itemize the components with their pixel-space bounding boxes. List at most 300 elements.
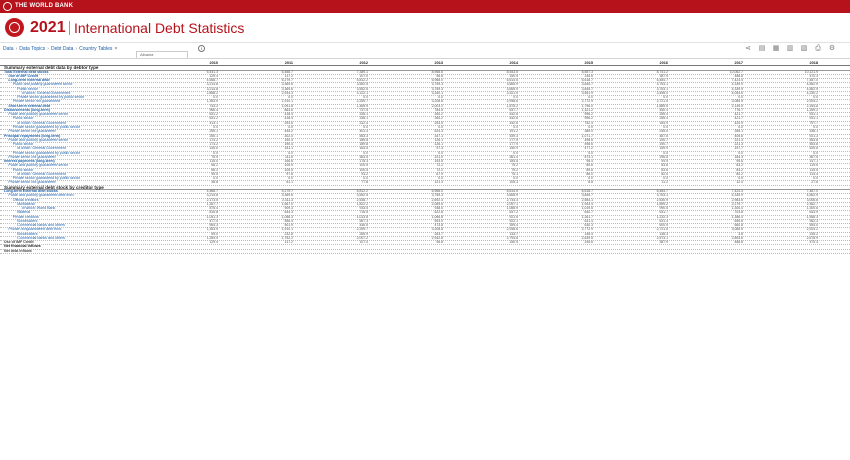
table-cell: 3,763.1 — [656, 193, 668, 198]
table-cell: 361.4 — [509, 154, 518, 159]
table-cell: 3,369.6 — [281, 82, 293, 87]
excel-download-icon[interactable]: ▦ — [772, 44, 780, 52]
table-cell: 418.4 — [284, 116, 293, 121]
table-cell: 6,488.7 — [281, 69, 293, 74]
row-label: Summary external debt data by debtor type — [4, 65, 99, 71]
table-cell: 10,062.7 — [729, 69, 743, 74]
table-cell: 631.4 — [659, 218, 668, 223]
table-cell: 0.0 — [738, 176, 743, 181]
table-cell: 163.5 — [359, 146, 368, 151]
table-cell: 66.2 — [211, 163, 218, 168]
table-cell: 83.6 — [661, 167, 668, 172]
table-cell: 190.7 — [659, 137, 668, 142]
table-cell: 150.9 — [509, 240, 518, 245]
table-cell: 2,530.9 — [656, 197, 668, 202]
table-cell: 5,812.2 — [356, 78, 368, 83]
table-cell: 10,121.9 — [804, 69, 818, 74]
table-cell: 2,173.5 — [206, 197, 218, 202]
row-label: Private sector guaranteed by public sector — [17, 95, 85, 100]
table-cell: 413.1 — [209, 120, 218, 125]
table-cell: 96.8 — [436, 73, 443, 78]
table-cell: 129.4 — [209, 240, 218, 245]
table-cell: 96.8 — [436, 240, 443, 245]
pdf-download-icon[interactable]: ▧ — [800, 44, 808, 52]
column-header-year[interactable]: 2014 — [509, 61, 518, 65]
table-cell: 556.4 — [284, 218, 293, 223]
table-cell: 0.0 — [438, 150, 443, 155]
table-cell: 61.1 — [286, 180, 293, 185]
table-cell: 105.3 — [509, 180, 518, 185]
table-cell: 8,557.3 — [581, 69, 593, 74]
table-cell: 184.3 — [734, 154, 743, 159]
table-cell: 3,552.5 — [356, 86, 368, 91]
table-cell: 3,763.1 — [656, 82, 668, 87]
table-cell: 6,968.0 — [431, 188, 443, 193]
page-title: International Debt Statistics — [74, 20, 245, 36]
table-cell: 1,353.9 — [206, 227, 218, 232]
table-cell: 1,875.2 — [506, 103, 518, 108]
table-cell: 2,362.7 — [806, 201, 818, 206]
table-cell: 539.3 — [509, 133, 518, 138]
breadcrumb-debt-data[interactable]: Debt Data — [50, 46, 74, 52]
table-cell: 1,066.8 — [431, 214, 443, 219]
table-cell: 7,389.1 — [356, 69, 368, 74]
table-cell: 1,058.3 — [281, 214, 293, 219]
chevron-right-icon: › — [15, 46, 18, 52]
table-cell: 363.5 — [359, 154, 368, 159]
table-cell: 4,054.6 — [731, 90, 743, 95]
table-cell: 0.0 — [813, 124, 818, 129]
table-cell: 487.5 — [659, 133, 668, 138]
breadcrumb — [3, 45, 117, 54]
table-cell: 442.6 — [509, 116, 518, 121]
table-cell: 86.0 — [586, 171, 593, 176]
table-cell: 2,942.8 — [431, 235, 443, 240]
edition-year: 2021 — [30, 19, 66, 36]
table-cell: 72.2 — [436, 163, 443, 168]
table-cell: 245.6 — [584, 240, 593, 245]
table-cell: 1,899.2 — [656, 201, 668, 206]
table-cell: 863.6 — [284, 107, 293, 112]
table-cell: 593.0 — [434, 218, 443, 223]
table-cell: 94.9 — [661, 159, 668, 164]
column-header-year[interactable]: 2015 — [584, 61, 593, 65]
table-cell: 83.2 — [736, 167, 743, 172]
table-cell: 1,910.1 — [281, 99, 293, 104]
table-cell: 2,744.3 — [506, 197, 518, 202]
table-cell: 107.0 — [359, 240, 368, 245]
table-cell: 0.0 — [738, 95, 743, 100]
toolbar — [744, 44, 836, 54]
settings-icon[interactable]: ⚙ — [828, 44, 836, 52]
table-cell: 0.0 — [588, 150, 593, 155]
column-header-year[interactable]: 2011 — [284, 61, 293, 65]
table-cell: 4,339.9 — [731, 86, 743, 91]
table-cell: 644.3 — [284, 210, 293, 215]
table-cell: 174.2 — [209, 142, 218, 147]
breadcrumb-data[interactable]: Data — [3, 46, 14, 52]
table-cell: 387.9 — [659, 73, 668, 78]
table-cell: 302.0 — [284, 133, 293, 138]
table-cell: 67.9 — [436, 171, 443, 176]
table-cell: 5,812.2 — [356, 188, 368, 193]
column-header-year[interactable]: 2013 — [434, 61, 443, 65]
table-cell: 150.9 — [509, 73, 518, 78]
table-cell: 931.1 — [809, 112, 818, 117]
row-label: Public and publicly guaranteed sector — [8, 112, 69, 117]
table-cell: 232.8 — [284, 231, 293, 236]
table-cell: 0.0 — [288, 150, 293, 155]
table-cell: 473.8 — [434, 223, 443, 228]
table-cell: 8,741.2 — [656, 69, 668, 74]
table-cell: 72.2 — [436, 167, 443, 172]
table-cell: 178.3 — [359, 159, 368, 164]
table-cell: 245.6 — [584, 73, 593, 78]
table-cell: 296.8 — [659, 154, 668, 159]
table-cell: 399.4 — [509, 223, 518, 228]
table-cell: 3,665.9 — [506, 82, 518, 87]
table-cell: 338.1 — [809, 129, 818, 134]
table-cell: 2,259.7 — [356, 99, 368, 104]
table-cell: 1,284.9 — [206, 235, 218, 240]
table-cell: 0.0 — [438, 95, 443, 100]
table-cell: 815.8 — [209, 210, 218, 215]
table-cell: 145.6 — [209, 146, 218, 151]
table-cell: 909.3 — [284, 206, 293, 211]
table-cell: 2,948.6 — [506, 99, 518, 104]
table-cell: 133.7 — [509, 231, 518, 236]
table-cell: 3,085.5 — [731, 227, 743, 232]
table-cell: 184.9 — [659, 120, 668, 125]
row-label: of which: General Government — [21, 90, 71, 95]
table-cell: 129.4 — [209, 73, 218, 78]
table-cell: 83.6 — [661, 163, 668, 168]
table-cell: 938.0 — [434, 206, 443, 211]
row-label: Private creditors — [12, 214, 39, 219]
table-cell: 553.3 — [359, 133, 368, 138]
table-cell: 990.5 — [659, 206, 668, 211]
table-cell: 445.2 — [284, 129, 293, 134]
table-cell: 3,006.6 — [806, 197, 818, 202]
table-cell: 743.2 — [209, 103, 218, 108]
column-header-year[interactable]: 2018 — [809, 61, 818, 65]
table-cell: 151.1 — [284, 146, 293, 151]
table-cell: 0.0 — [438, 176, 443, 181]
table-cell: 114.4 — [809, 171, 818, 176]
debt-table — [0, 62, 850, 254]
table-cell: 1,091.8 — [281, 103, 293, 108]
table-cell: 2,692.4 — [431, 197, 443, 202]
table-cell: 2,721.5 — [656, 227, 668, 232]
table-cell: 1,356.4 — [731, 214, 743, 219]
table-cell: 2,948.6 — [506, 227, 518, 232]
table-cell: 488.8 — [734, 73, 743, 78]
table-cell: 6,484.7 — [656, 78, 668, 83]
table-cell: 0.0 — [813, 176, 818, 181]
table-cell: 2,279.7 — [731, 201, 743, 206]
table-cell: 594.0 — [809, 223, 818, 228]
table-cell: 119.5 — [809, 163, 818, 168]
table-cell: 966.4 — [209, 107, 218, 112]
table-cell: 295.1 — [209, 129, 218, 134]
table-cell: 3,845.7 — [581, 193, 593, 198]
table-cell: 148.3 — [659, 231, 668, 236]
table-cell: 5,441.3 — [206, 69, 218, 74]
table-cell: 2,259.7 — [356, 227, 368, 232]
table-cell: 0.0 — [213, 176, 218, 181]
table-cell: 119.5 — [809, 167, 818, 172]
row-label: Private sector not guaranteed — [8, 154, 56, 159]
table-cell: 647.2 — [509, 210, 518, 215]
table-cell: 0.0 — [363, 124, 368, 129]
table-cell: 255.4 — [659, 112, 668, 117]
table-cell: 921.6 — [509, 214, 518, 219]
table-cell: 4,568.7 — [206, 188, 218, 193]
table-cell: 2,003.2 — [431, 103, 443, 108]
chevron-right-icon: › — [75, 46, 78, 52]
table-cell: 3,763.1 — [656, 86, 668, 91]
row-label: of which: General Government — [17, 146, 66, 151]
top-banner — [0, 0, 850, 13]
table-cell: 221.3 — [734, 137, 743, 142]
table-cell: 553.8 — [809, 137, 818, 142]
table-cell: 79.2 — [511, 167, 518, 172]
table-cell: 293.6 — [284, 120, 293, 125]
column-header-year[interactable]: 2010 — [209, 61, 218, 65]
table-cell: 126.1 — [434, 142, 443, 147]
share-icon[interactable]: ⋖ — [745, 44, 751, 52]
table-cell: 1,019.5 — [581, 206, 593, 211]
row-label: Bilateral — [17, 210, 31, 215]
table-cell: 3,759.3 — [431, 82, 443, 87]
table-cell: 117.2 — [284, 240, 293, 245]
table-cell: 189.8 — [359, 137, 368, 142]
table-cell: 3,552.5 — [356, 82, 368, 87]
column-header-year[interactable]: 2012 — [359, 61, 368, 65]
print-icon[interactable]: ⎙ — [815, 44, 821, 52]
table-cell: 193.5 — [434, 159, 443, 164]
row-label: Commercial banks and others — [17, 235, 65, 240]
table-cell: 2,069.6 — [431, 201, 443, 206]
table-cell: 190.7 — [659, 142, 668, 147]
row-label: Private sector guaranteed by public sector — [12, 150, 80, 155]
row-label: Public and publicly guaranteed debt from: — [8, 193, 75, 198]
table-cell: 1,300.6 — [806, 206, 818, 211]
table-cell: 0.0 — [363, 95, 368, 100]
table-cell: 996.2 — [584, 116, 593, 121]
column-header-year[interactable]: 2017 — [734, 61, 743, 65]
table-cell: 525.8 — [809, 146, 818, 151]
close-icon[interactable]: × — [114, 46, 118, 52]
table-cell: 0.0 — [213, 124, 218, 129]
table-cell: 260.2 — [434, 112, 443, 117]
table-cell: 3,340.1 — [431, 90, 443, 95]
table-cell: 105.5 — [284, 163, 293, 168]
table-cell: 97.3 — [436, 146, 443, 151]
table-cell: 421.7 — [734, 112, 743, 117]
table-cell: 0.0 — [363, 176, 368, 181]
table-cell: 470.3 — [809, 73, 818, 78]
table-cell: 703.8 — [734, 210, 743, 215]
table-cell: 1,796.0 — [581, 103, 593, 108]
table-cell: 996.2 — [584, 112, 593, 117]
table-cell: 1,321.2 — [581, 107, 593, 112]
row-label: Public sector — [12, 142, 34, 147]
table-cell: 477.2 — [584, 146, 593, 151]
world-bank-logo-icon[interactable] — [3, 2, 12, 11]
table-cell: 0.0 — [588, 176, 593, 181]
table-cell: 3,552.5 — [356, 193, 368, 198]
table-cell: 2,934.3 — [281, 90, 293, 95]
table-cell: 553.8 — [809, 142, 818, 147]
table-cell: 355.1 — [734, 129, 743, 134]
table-cell: 250.1 — [209, 133, 218, 138]
table-cell: 0.0 — [288, 95, 293, 100]
table-cell: 637.7 — [509, 107, 518, 112]
table-cell: 0.0 — [663, 150, 668, 155]
table-cell: 3,498.0 — [656, 90, 668, 95]
table-cell: 3.8 — [738, 231, 743, 236]
table-cell: 2,149.5 — [731, 103, 743, 108]
table-cell: 0.0 — [813, 95, 818, 100]
table-cell: 622.8 — [434, 210, 443, 215]
table-cell: 1,353.9 — [206, 99, 218, 104]
table-cell: 2,858.2 — [206, 90, 218, 95]
table-cell: 931.1 — [809, 116, 818, 121]
table-cell: 27.6 — [811, 180, 818, 185]
table-cell: 6,618.7 — [581, 78, 593, 83]
row-label: of which: General Government — [17, 171, 66, 176]
table-cell: 1,889.5 — [656, 103, 668, 108]
table-cell: 117.2 — [284, 73, 293, 78]
table-cell: 1,085.9 — [506, 206, 518, 211]
table-cell: 4,562.9 — [806, 86, 818, 91]
table-cell: 418.4 — [284, 112, 293, 117]
table-cell: 221.0 — [434, 154, 443, 159]
row-label: Private sector guaranteed by public sector — [12, 124, 80, 129]
table-cell: 2,584.1 — [581, 197, 593, 202]
row-label: of which: General Government — [17, 120, 66, 125]
table-cell: 477.0 — [209, 218, 218, 223]
table-cell: 105.5 — [284, 167, 293, 172]
table-cell: 3,845.7 — [581, 82, 593, 87]
table-cell: 2,007.2 — [356, 235, 368, 240]
table-cell: 100.5 — [359, 167, 368, 172]
title-bar — [0, 13, 850, 43]
document-icon[interactable]: ▤ — [758, 44, 766, 52]
table-cell: 159.9 — [659, 146, 668, 151]
table-cell: 0.0 — [663, 176, 668, 181]
row-label: Public and publicly guaranteed sector — [8, 137, 69, 142]
table-cell: 0.0 — [663, 124, 668, 129]
table-cell: 631.4 — [584, 218, 593, 223]
table-cell: 0.0 — [663, 95, 668, 100]
table-cell: 1,822.2 — [356, 201, 368, 206]
table-cell: 716.5 — [359, 210, 368, 215]
table-cell: 1,300.4 — [731, 206, 743, 211]
table-cell: 0.0 — [363, 150, 368, 155]
table-cell: 7,424.4 — [731, 78, 743, 83]
table-cell: 115.0 — [209, 159, 218, 164]
table-cell: 3,551.9 — [581, 90, 593, 95]
table-cell: 0.0 — [738, 124, 743, 129]
table-cell: 933.5 — [359, 206, 368, 211]
row-label: Net debt inflows — [4, 248, 32, 253]
row-label: of which: World Bank — [21, 206, 56, 211]
row-label: Interest payments (long-term) — [4, 159, 55, 164]
row-label: Commercial banks and others — [17, 223, 65, 228]
row-label: Short-term external debt — [8, 103, 51, 108]
breadcrumb-country-tables[interactable]: Country Tables — [79, 46, 113, 52]
table-cell: 0.0 — [513, 176, 518, 181]
table-cell: 245.0 — [659, 129, 668, 134]
country-select[interactable]: Albania — [136, 51, 188, 59]
row-label: Private sector not guaranteed — [8, 180, 56, 185]
brand-name[interactable]: THE WORLD BANK — [15, 3, 74, 9]
table-cell: 126.1 — [434, 137, 443, 142]
table-cell: 93.2 — [361, 171, 368, 176]
row-label: Long-term external debt — [8, 78, 50, 83]
table-cell: 11.2 — [661, 180, 668, 185]
row-label: Private sector not guaranteed — [8, 129, 56, 134]
table-cell: 442.6 — [509, 120, 518, 125]
column-header-year[interactable]: 2016 — [659, 61, 668, 65]
info-icon[interactable]: i — [198, 45, 205, 52]
table-cell: 3,122.1 — [356, 90, 368, 95]
table-cell: 189.8 — [359, 142, 368, 147]
table-cell: 7,487.0 — [806, 188, 818, 193]
table-cell: 80.2 — [736, 171, 743, 176]
breadcrumb-data-topics[interactable]: Data Topics — [19, 46, 46, 52]
table-cell: 0.0 — [513, 124, 518, 129]
table-cell: 4,562.9 — [806, 82, 818, 87]
table-cell: 265.9 — [359, 231, 368, 236]
table-cell: 1,357.7 — [206, 201, 218, 206]
table-cell: 3,759.3 — [431, 86, 443, 91]
table-cell: 2,538.7 — [356, 197, 368, 202]
table-cell: 631.2 — [209, 112, 218, 117]
table-cell: 111.6 — [285, 154, 293, 159]
table-cell: 564.3 — [209, 223, 218, 228]
table-cell: 3,369.6 — [281, 193, 293, 198]
table-cell: 6,484.7 — [656, 188, 668, 193]
table-cell: 1,071.7 — [581, 133, 593, 138]
row-label: Public and publicly guaranteed sector — [12, 82, 73, 87]
row-label: Public and publicly guaranteed sector — [8, 163, 69, 168]
table-cell: 121.3 — [434, 180, 443, 185]
chevron-right-icon: › — [47, 46, 49, 52]
table-cell: 0.0 — [513, 150, 518, 155]
row-label: Private nonguaranteed debt from: — [8, 227, 62, 232]
table-cell: 3,759.3 — [431, 193, 443, 198]
table-cell: 1,041.3 — [206, 214, 218, 219]
row-label: Principal repayments (long-term) — [4, 133, 61, 138]
table-cell: 2,721.5 — [656, 99, 668, 104]
table-cell: 82.0 — [661, 171, 668, 176]
table-cell: 660.8 — [734, 223, 743, 228]
table-cell: 450.4 — [659, 107, 668, 112]
table-cell: 98.4 — [586, 159, 593, 164]
csv-download-icon[interactable]: ▥ — [786, 44, 794, 52]
table-cell: 69.0 — [211, 231, 218, 236]
table-cell: 784.5 — [434, 107, 443, 112]
table-cell: 752.4 — [584, 120, 593, 125]
table-cell: 6,968.0 — [431, 78, 443, 83]
table-cell: 776.7 — [734, 107, 743, 112]
table-cell: 921.3 — [809, 133, 818, 138]
row-label: Private sector guaranteed by public sector — [12, 176, 80, 181]
table-cell: 0.0 — [588, 124, 593, 129]
